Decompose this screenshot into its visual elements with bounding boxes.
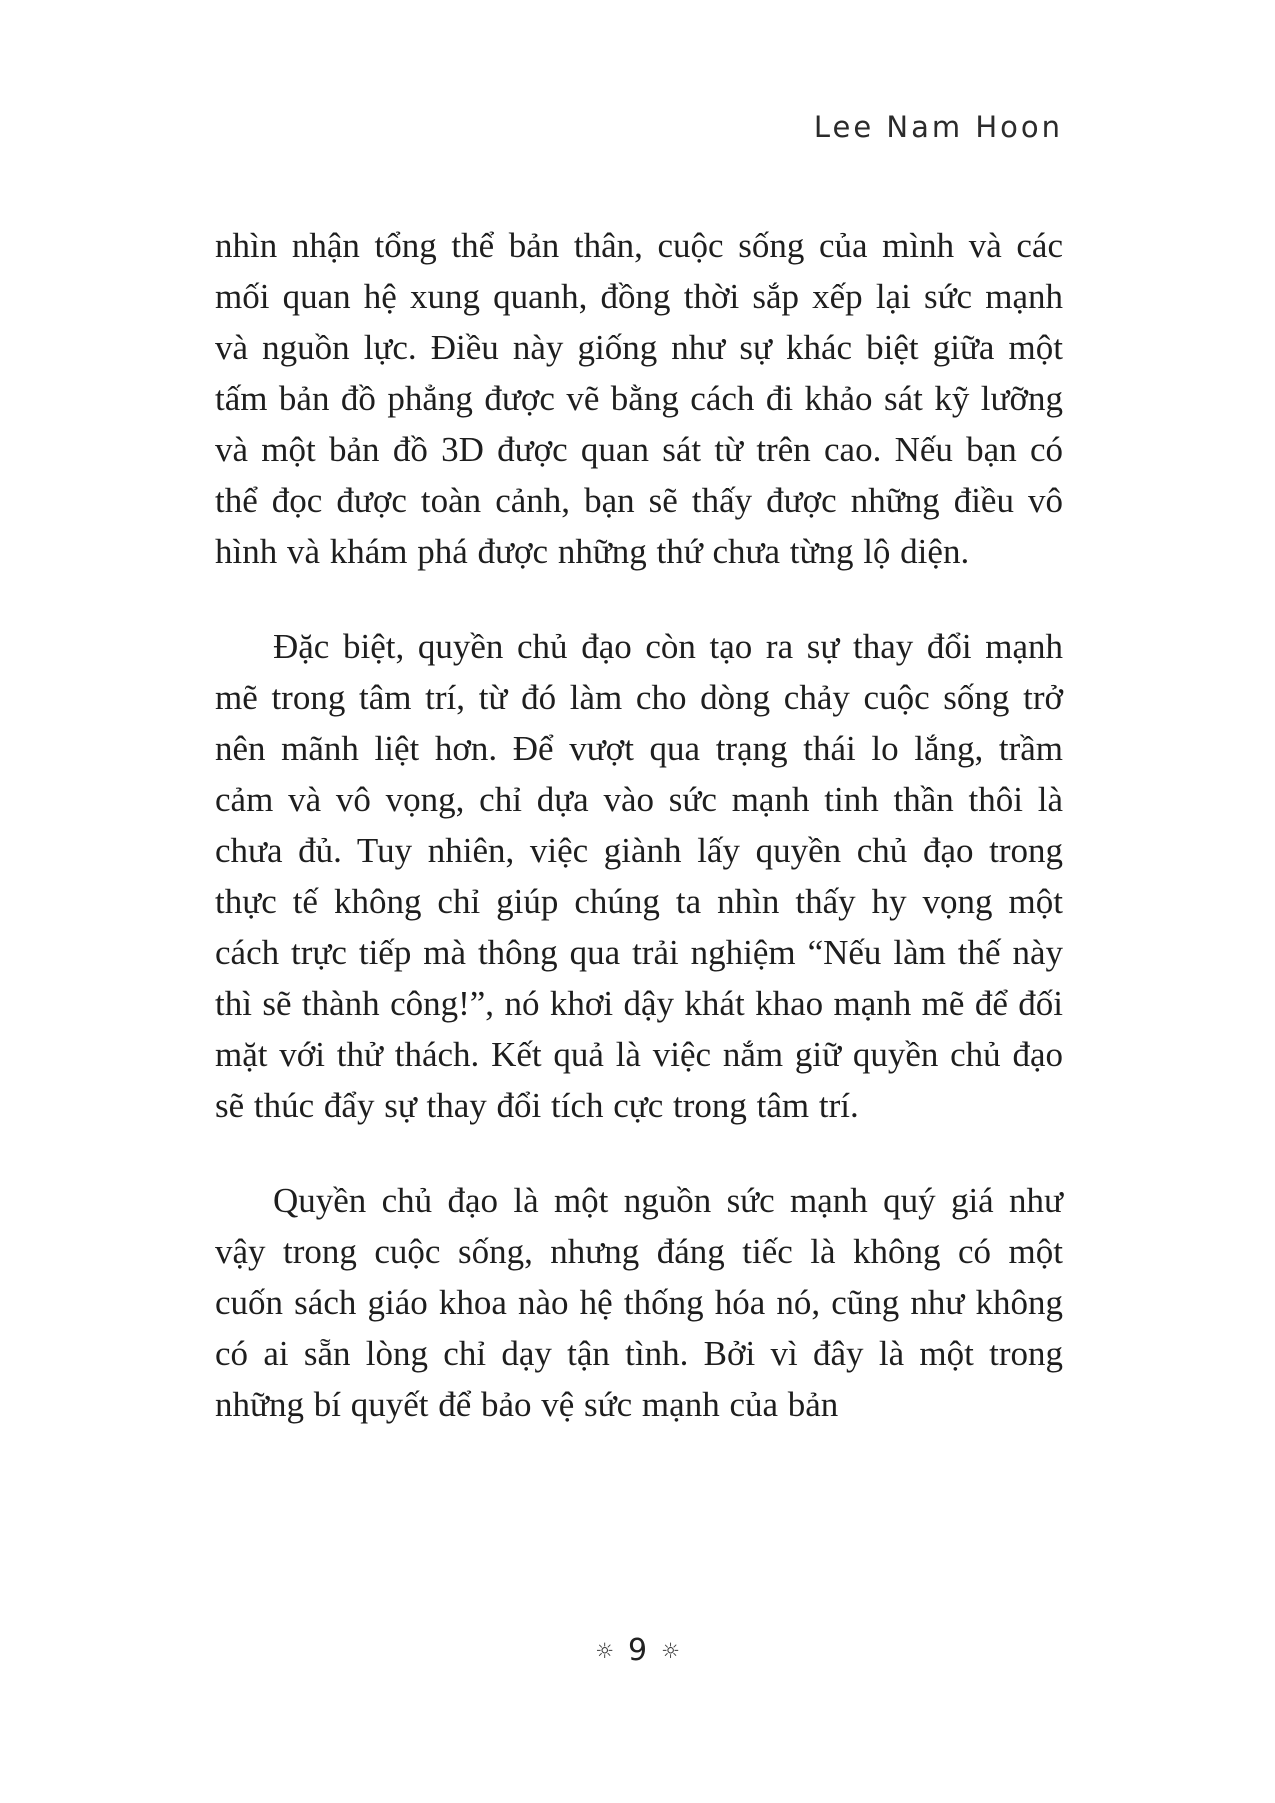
body-paragraph-3: Quyền chủ đạo là một nguồn sức mạnh quý giá như vậy trong cuộc sống, nhưng đáng tiếc là không có một cuốn sách giáo khoa nào hệ thống hóa nó, cũng như không có ai sẵn lòng chỉ dạy tận tình. Bởi vì đây là một trong những bí quyết để bảo vệ sức mạnh của bản: [215, 1181, 1063, 1424]
body-paragraph-1: nhìn nhận tổng thể bản thân, cuộc sống của mình và các mối quan hệ xung quanh, đồng thời sắp xếp lại sức mạnh và nguồn lực. Điều này giống như sự khác biệt giữa một tấm bản đồ phẳng được vẽ bằng cách đi khảo sát kỹ lưỡng và một bản đồ 3D được quan sát từ trên cao. Nếu bạn có thể đọc được toàn cảnh, bạn sẽ thấy được những điều vô hình và khám phá được những thứ chưa từng lộ diện.: [215, 226, 1063, 571]
sun-ornament-right-icon: ☼: [661, 1638, 680, 1663]
sun-ornament-left-icon: ☼: [595, 1638, 614, 1663]
body-paragraph-2: Đặc biệt, quyền chủ đạo còn tạo ra sự thay đổi mạnh mẽ trong tâm trí, từ đó làm cho dòng chảy cuộc sống trở nên mãnh liệt hơn. Để vượt qua trạng thái lo lắng, trầm cảm và vô vọng, chỉ dựa vào sức mạnh tinh thần thôi là chưa đủ. Tuy nhiên, việc giành lấy quyền chủ đạo trong thực tế không chỉ giúp chúng ta nhìn thấy hy vọng một cách trực tiếp mà thông qua trải nghiệm “Nếu làm thế này thì sẽ thành công!”, nó khơi dậy khát khao mạnh mẽ để đối mặt với thử thách. Kết quả là việc nắm giữ quyền chủ đạo sẽ thúc đẩy sự thay đổi tích cực trong tâm trí.: [215, 627, 1063, 1125]
body-text-block: [215, 220, 1063, 1474]
page-number: 9: [627, 1633, 648, 1668]
page-footer: [0, 1633, 1275, 1668]
author-header: Lee Nam Hoon: [813, 110, 1063, 144]
